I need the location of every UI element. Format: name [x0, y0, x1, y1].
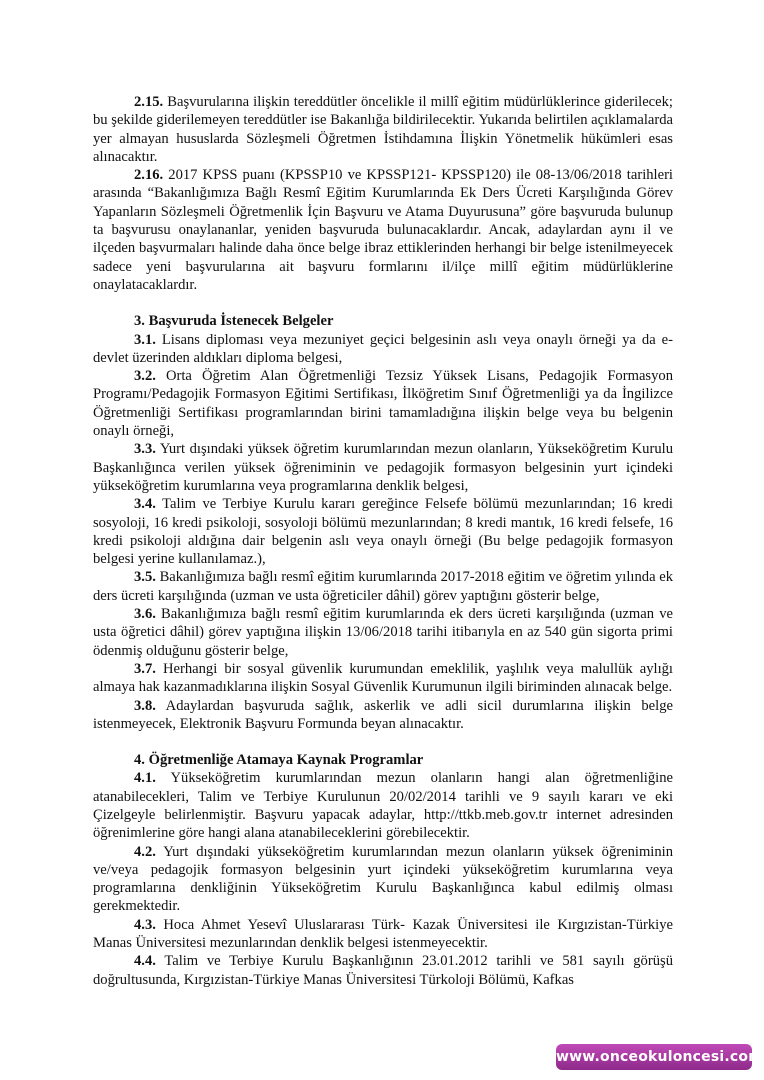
paragraph-4-2 [93, 843, 673, 916]
clause-text: Lisans diploması veya mezuniyet geçici belgesinin aslı veya onaylı örneği ya da e-devlet üzerinden aldıkları diploma belgesi, [93, 331, 673, 366]
paragraph-4-3 [93, 916, 673, 953]
spacer [93, 294, 673, 312]
clause-text: Herhangi bir sosyal güvenlik kurumundan emeklilik, yaşlılık veya malullük aylığı almaya hak kazanmadıklarına ilişkin Sosyal Güvenlik Kurumunun ilgili biriminden alınacak belge. [93, 660, 673, 696]
paragraph-2-16 [93, 166, 673, 294]
document-body [93, 93, 673, 989]
clause-number: 4.1. [134, 770, 156, 787]
clause-text: Orta Öğretim Alan Öğretmenliği Tezsiz Yüksek Lisans, Pedagojik Formasyon Programı/Pedagojik Formasyon Eğitimi Sertifikası, İlköğretim Sınıf Öğretmenliği ya da İngilizce Öğretmenliği Sertifikası programlarından birini tamamladığına ilişkin belge veya bu belgenin onaylı örneği, [93, 368, 673, 440]
clause-text: Bakanlığımıza bağlı resmî eğitim kurumlarında 2017-2018 eğitim ve öğretim yılında ek ders ücreti karşılığında (uzman ve usta öğreticiler dâhil) görev yaptığını gösterir belge, [93, 569, 673, 604]
clause-text: Talim ve Terbiye Kurulu Başkanlığının 23.01.2012 tarihli ve 581 sayılı görüşü doğrultusunda, Kırgızistan-Türkiye Manas Üniversitesi Türkoloji Bölümü, Kafkas [93, 953, 673, 988]
paragraph-4-4 [93, 952, 673, 989]
clause-number: 4.2. [134, 843, 156, 860]
clause-number: 3.8. [134, 697, 156, 714]
clause-text: Hoca Ahmet Yesevî Uluslararası Türk- Kazak Üniversitesi ile Kırgızistan-Türkiye Manas Üniversitesi mezunlarından denklik belgesi istenmeyecektir. [93, 916, 673, 952]
clause-number: 3.4. [134, 496, 156, 513]
paragraph-3-2 [93, 367, 673, 440]
clause-text: Başvurularına ilişkin tereddütler öncelikle il millî eğitim müdürlüklerince giderilecek; bu şekilde giderilemeyen tereddütler ise Bakanlığa bildirilecektir. Yukarıda belirtilen açıklamalarda yer almayan hususlarda Sözleşmeli Öğretmen İstihdamına İlişkin Yönetmelik hükümleri esas alınacaktır. [93, 94, 673, 165]
clause-number: 3.7. [134, 660, 156, 677]
spacer [93, 733, 673, 751]
clause-number: 3.2. [134, 368, 156, 385]
section-heading-3: 3. Başvuruda İstenecek Belgeler [134, 313, 334, 330]
clause-number: 3.6. [134, 606, 156, 623]
section-heading-4: 4. Öğretmenliğe Atamaya Kaynak Programlar [134, 752, 424, 769]
clause-number: 3.1. [134, 331, 156, 348]
paragraph-3-6 [93, 605, 673, 660]
paragraph-3-8 [93, 697, 673, 734]
clause-text: Yurt dışındaki yükseköğretim kurumlarından mezun olanların yüksek öğreniminin ve/veya pedagojik formasyon belgesinin yurt içindeki yükseköğretim kurumlarına veya programlarına denkliğinin Yükseköğretim Kurulu Başkanlığınca kabul edilmiş olması gerekmektedir. [93, 843, 673, 915]
clause-number: 3.5. [134, 569, 156, 586]
paragraph-4-1 [93, 769, 673, 842]
paragraph-3-3 [93, 440, 673, 495]
clause-number: 2.15. [134, 94, 164, 110]
paragraph-3-5 [93, 568, 673, 605]
clause-text: Yükseköğretim kurumlarından mezun olanların hangi alan öğretmenliğine atanabilecekleri, Talim ve Terbiye Kurulunun 20/02/2014 tarihli ve 9 sayılı kararı ve eki Çizelgeyle belirlenmiştir. Başvuru yapacak adaylar, http://ttkb.meb.gov.tr internet adresinden öğrenimlerine göre hangi alana atanabileceklerini görebilecektir. [93, 770, 673, 842]
paragraph-2-15 [93, 93, 673, 166]
clause-text: Yurt dışındaki yüksek öğretim kurumlarından mezun olanların, Yükseköğretim Kurulu Başkanlığınca verilen yüksek öğreniminin ve pedagojik formasyon belgesinin yurt içindeki yükseköğretim kurumlarına veya programlarına denklik belgesi, [93, 441, 673, 494]
paragraph-3-1 [93, 331, 673, 368]
clause-text: 2017 KPSS puanı (KPSSP10 ve KPSSP121- KPSSP120) ile 08-13/06/2018 tarihleri arasında “Bakanlığımıza Bağlı Resmî Eğitim Kurumlarında Ek Ders Ücreti Karşılığında Görev Yapanların Sözleşmeli Öğretmenlik İçin Başvuru ve Atama Duyurusuna” göre başvuruda bulunup ta başvurusu onaylananlar, yeniden başvuruda bulunacaklardır. Ancak, adaylardan aynı il ve ilçeden başvurmaları halinde daha önce belge ibraz ettiklerinden herhangi bir belge istenilmeyecek sadece yeni başvurularına ait başvuru formlarını il/ilçe millî eğitim müdürlüklerine onaylatacaklardır. [93, 167, 673, 293]
paragraph-3-7 [93, 660, 673, 697]
clause-number: 4.4. [134, 953, 156, 970]
website-watermark: www.onceokuloncesi.com [556, 1044, 752, 1070]
paragraph-3-4 [93, 495, 673, 568]
clause-text: Talim ve Terbiye Kurulu kararı gereğince Felsefe bölümü mezunlarından; 16 kredi sosyoloji, 16 kredi psikoloji, sosyoloji bölümü mezunlarından; 8 kredi mantık, 16 kredi felsefe, 16 kredi psikoloji aldığına dair belgenin aslı veya onaylı örneği (Bu belge pedagojik formasyon belgesi yerine kullanılamaz.), [93, 496, 673, 568]
clause-number: 4.3. [134, 916, 156, 933]
clause-text: Bakanlığımıza bağlı resmî eğitim kurumlarında ek ders ücreti karşılığında (uzman ve usta öğretici dâhil) görev yaptığına ilişkin 13/06/2018 tarihi itibarıyla en az 540 gün sigorta primi ödenmiş olduğunu gösterir belge, [93, 606, 673, 659]
clause-number: 3.3. [134, 441, 156, 458]
clause-text: Adaylardan başvuruda sağlık, askerlik ve adli sicil durumlarına ilişkin belge istenmeyecek, Elektronik Başvuru Formunda beyan alınacaktır. [93, 697, 673, 732]
clause-number: 2.16. [134, 167, 164, 184]
